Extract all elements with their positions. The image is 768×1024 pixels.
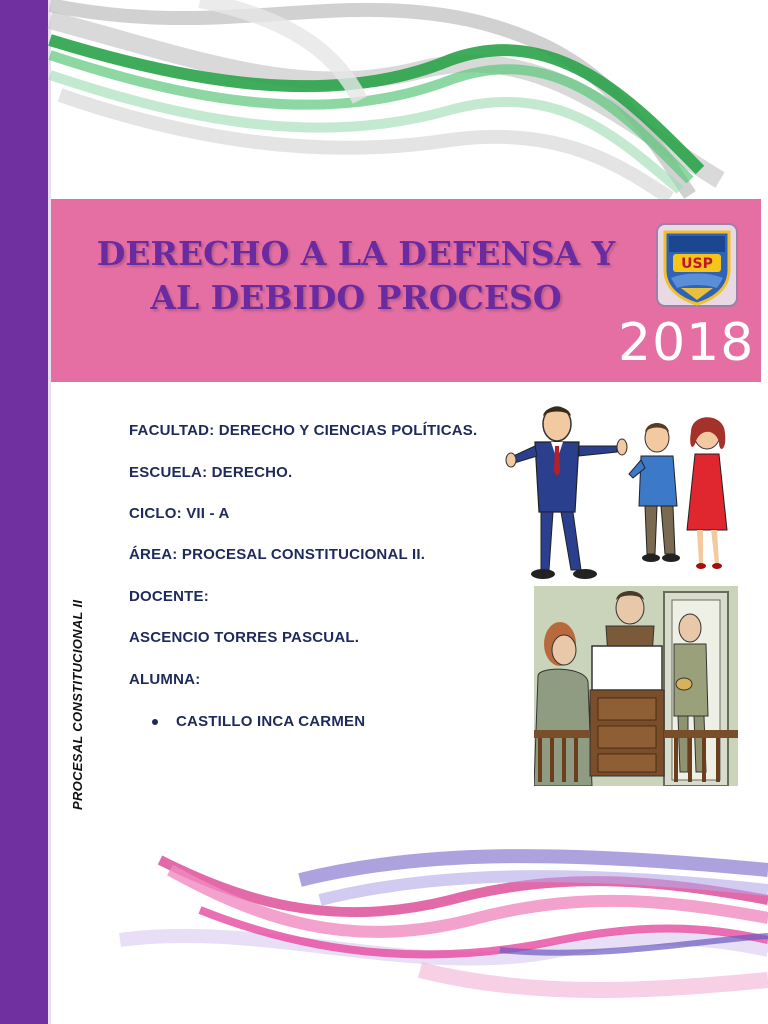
area-field: ÁREA: PROCESAL CONSTITUCIONAL II. xyxy=(129,546,426,563)
title-line-1: DERECHO A LA DEFENSA Y xyxy=(96,234,616,273)
top-wave-decoration xyxy=(0,0,768,200)
student-label: ALUMNA: xyxy=(129,671,201,688)
student-name: CASTILLO INCA CARMEN xyxy=(176,713,366,730)
university-seal-icon xyxy=(655,222,739,308)
faculty-field: FACULTAD: DERECHO Y CIENCIAS POLÍTICAS. xyxy=(129,422,478,439)
teacher-name: ASCENCIO TORRES PASCUAL. xyxy=(129,629,360,646)
title-line-2: AL DEBIDO PROCESO xyxy=(150,278,562,317)
year-label: 2018 xyxy=(618,313,755,373)
vertical-course-label: PROCESAL CONSTITUCIONAL II xyxy=(70,599,85,810)
teacher-label: DOCENTE: xyxy=(129,588,209,605)
document-title xyxy=(51,232,661,320)
courtroom-clipart xyxy=(534,586,738,786)
lawyer-defending-clipart xyxy=(505,402,735,584)
bullet-icon xyxy=(152,719,158,725)
bottom-wave-decoration xyxy=(0,840,768,1024)
school-field: ESCUELA: DERECHO. xyxy=(129,464,293,481)
cycle-field: CICLO: VII - A xyxy=(129,505,230,522)
logo-text: USP xyxy=(681,256,713,272)
